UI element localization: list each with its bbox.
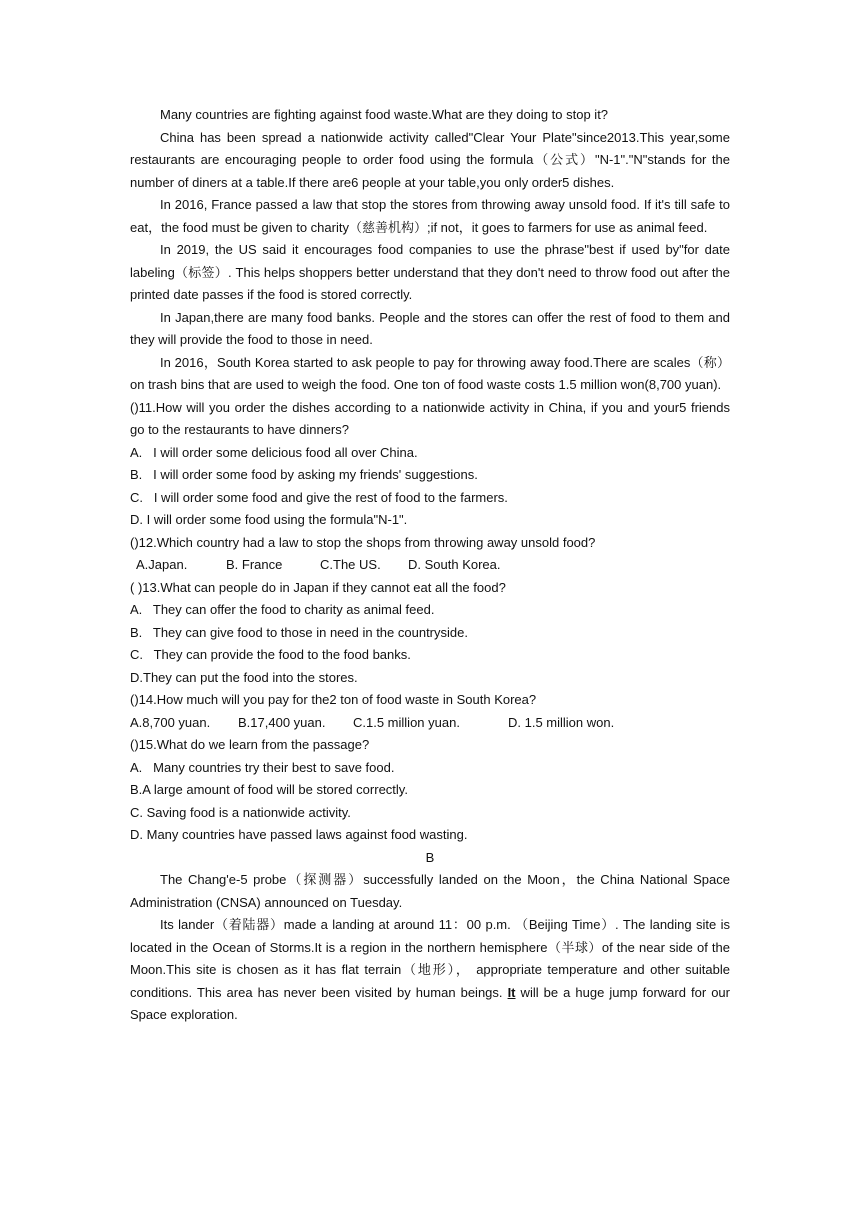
options-row <box>130 554 730 577</box>
question-15 <box>130 734 730 847</box>
option-a: A.8,700 yuan. <box>130 714 211 730</box>
passage-a-china: China has been spread a nationwide activity called"Clear Your Plate"since2013.This year,some restaurants are encouraging people to order food using the formula（公式）"N-1"."N"stands for the number of diners at a table.If there are6 people at your table,you only order5 dishes. <box>130 129 730 190</box>
passage-a-intro: Many countries are fighting against food waste.What are they doing to stop it? <box>160 107 609 122</box>
underlined-word: It <box>507 984 516 1000</box>
option-d: D. 1.5 million won. <box>508 714 615 730</box>
option-a: A. I will order some delicious food all over China. <box>130 444 418 460</box>
question-14 <box>130 689 730 734</box>
question-stem: ()11.How will you order the dishes according to a nationwide activity in China, if you and your5 friends go to the restaurants to have dinners? <box>130 399 730 437</box>
option-b: B. They can give food to those in need in the countryside. <box>130 624 468 640</box>
option-b: B.A large amount of food will be stored correctly. <box>130 782 408 797</box>
option-a: A. They can offer the food to charity as animal feed. <box>130 602 435 617</box>
option-c: C. They can provide the food to the food banks. <box>130 647 411 662</box>
passage-a-japan: In Japan,there are many food banks. People and the stores can offer the rest of food to them and they will provide the food to those in need. <box>130 309 730 347</box>
passage-b-paragraph-1: The Chang'e-5 probe（探测器）successfully landed on the Moon，the China National Space Administration (CNSA) announced on Tuesday. <box>130 872 730 910</box>
option-b: B.17,400 yuan. <box>238 714 326 730</box>
option-b: B. I will order some food by asking my friends' suggestions. <box>130 467 478 482</box>
passage-a-france: In 2016, France passed a law that stop the stores from throwing away unsold food. If it's till safe to eat，the food must be given to charity（慈善机构）;if not，it goes to farmers for use as animal feed. <box>130 197 730 235</box>
section-heading-b: B <box>425 849 435 865</box>
question-11 <box>130 397 730 532</box>
option-d: D. I will order some food using the formula"N-1". <box>130 512 408 527</box>
option-c: C.1.5 million yuan. <box>353 714 460 730</box>
option-d: D.They can put the food into the stores. <box>130 669 358 685</box>
option-b: B. France <box>226 557 283 572</box>
passage-a-korea: In 2016，South Korea started to ask people to pay for throwing away food.There are scales（称） on trash bins that are used to weigh the food. One ton of food waste costs 1.5 million won(8,700 yuan). <box>130 354 730 392</box>
question-stem: ()15.What do we learn from the passage? <box>130 737 370 752</box>
passage-a-us: In 2019, the US said it encourages food companies to use the phrase"best if used by"for date labeling（标签）. This helps shoppers better understand that they don't need to throw food out after the printed date passes if the food is stored correctly. <box>130 242 730 302</box>
option-a: A.Japan. <box>136 557 188 572</box>
question-stem: ()12.Which country had a law to stop the shops from throwing away unsold food? <box>130 534 596 550</box>
option-c: C. I will order some food and give the rest of food to the farmers. <box>130 489 508 505</box>
question-stem: ()14.How much will you pay for the2 ton of food waste in South Korea? <box>130 692 537 707</box>
option-c: C.The US. <box>320 557 381 572</box>
paragraph-text: will be a huge jump forward for our Space exploration. <box>130 984 730 1022</box>
question-12 <box>130 532 730 577</box>
options-row <box>130 712 730 735</box>
paragraph-text: Its lander（着陆器）made a landing at around 11：00 p.m. （Beijing Time）. The landing site is located in the Ocean of Storms.It is a region in the northern hemisphere（半球）of the near side of the Moon.This site is chosen as it has flat terrain（地形）， appropriate temperature and other suitable conditions. This area has never been visited by human beings. <box>130 917 730 1000</box>
passage-b-paragraph-2 <box>130 914 730 1027</box>
worksheet-page <box>130 104 730 1027</box>
question-13 <box>130 577 730 690</box>
option-d: D. Many countries have passed laws against food wasting. <box>130 827 468 842</box>
question-stem: ( )13.What can people do in Japan if they cannot eat all the food? <box>130 579 506 595</box>
option-c: C. Saving food is a nationwide activity. <box>130 804 351 820</box>
option-a: A. Many countries try their best to save food. <box>130 759 395 775</box>
option-d: D. South Korea. <box>408 557 501 572</box>
